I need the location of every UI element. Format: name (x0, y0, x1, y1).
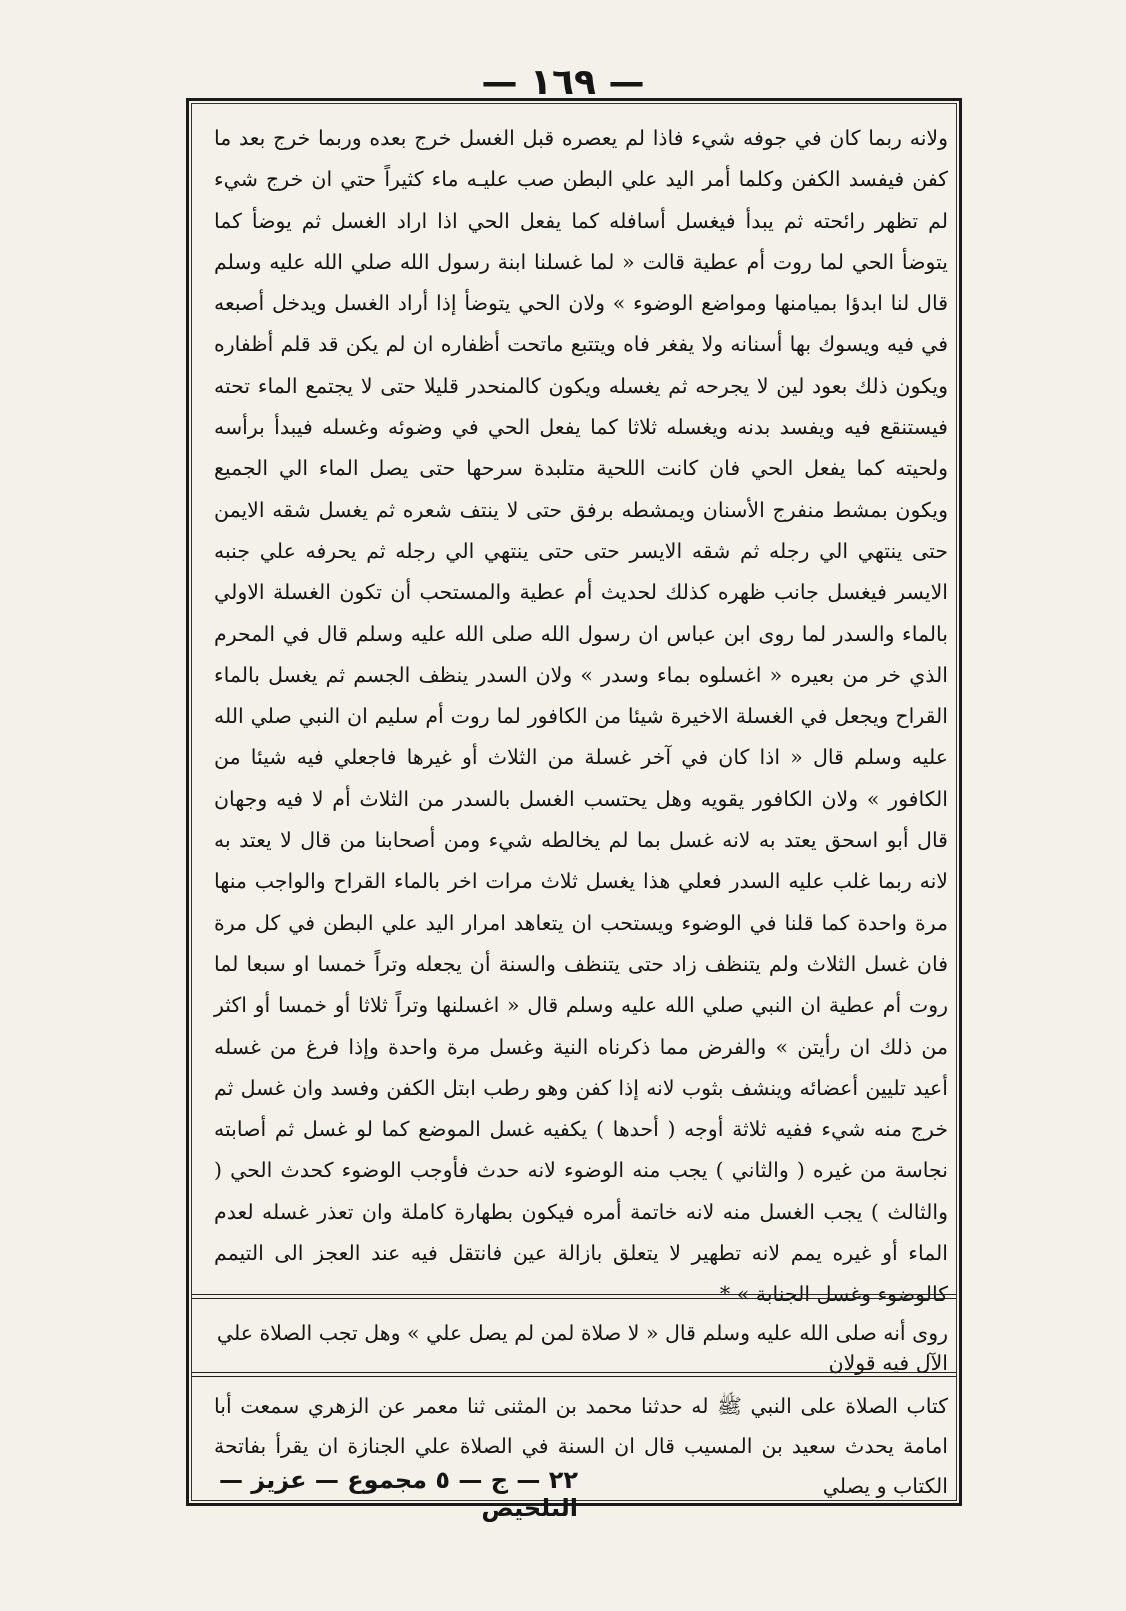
section-divider-double (192, 1298, 956, 1299)
footnote-line: روى أنه صلى الله عليه وسلم قال « لا صلاة لمن لم يصل علي » وهل تجب الصلاة علي الآل فيه قولان (216, 1321, 948, 1375)
footnote-divider-double (192, 1376, 956, 1377)
main-paragraph: ولانه ربما كان في جوفه شيء فاذا لم يعصره قبل الغسل خرج بعده وربما خرج بعد ما كفن فيفسد الكفن وكلما أمر اليد علي البطن صب عليـه ماء كثيراً حتي ان خرج شيء لم تظهر رائحته ثم يبدأ فيغسل أسافله كما يفعل الحي اذا اراد الغسل ثم يوضأ كما يتوضأ الحي لما روت أم عطية قالت « لما غسلنا ابنة رسول الله صلي الله عليه وسلم قال لنا ابدؤا بميامنها ومواضع الوضوء » ولان الحي يتوضأ إذا أراد الغسل ويدخل أصبعه في فيه ويسوك بها أسنانه ولا يفغر فاه ويتتبع ماتحت أظفاره ان لم يكن قد قلم أظفاره ويكون ذلك بعود لين لا يجرحه ثم يغسله ويكون كالمنحدر قليلا حتى لا يجتمع الماء تحته فيستنقع فيه ويفسد بدنه ويغسله ثلاثا كما يفعل الحي في وضوئه وغسله فيبدأ برأسه ولحيته كما يفعل الحي فان كانت اللحية متلبدة سرحها حتى يصل الماء الي الجميع ويكون بمشط منفرج الأسنان ويمشطه برفق حتى لا ينتف شعره ثم يغسل شقه الايمن حتى ينتهي الي رجله ثم شقه الايسر حتى حتى ينتهي الي رجله ثم يحرفه علي جنبه الايسر فيغسل جانب ظهره كذلك لحديث أم عطية والمستحب أن تكون الغسلة الاولي بالماء والسدر لما روى ابن عباس ان رسول الله صلى الله عليه وسلم قال في المحرم الذي خر من بعيره « اغسلوه بماء وسدر » ولان السدر ينظف الجسم ثم يغسل بالماء القراح ويجعل في الغسلة الاخيرة شيئا من الكافور لما روت أم سليم ان النبي صلي الله عليه وسلم قال « اذا كان في آخر غسلة من الثلاث أو غيرها فاجعلي فيه شيئا من الكافور » ولان الكافور يقويه وهل يحتسب الغسل بالسدر من الثلاث أم لا فيه وجهان قال أبو اسحق يعتد به لانه غسل بما لم يخالطه شيء ومن أصحابنا من قال لا يعتد به لانه ربما غلب عليه السدر فعلي هذا يغسل ثلاث مرات اخر بالماء القراح والواجب منها مرة واحدة كما قلنا في الوضوء ويستحب ان يتعاهد امرار اليد علي البطن في كل مرة فان غسل الثلاث ولم يتنظف زاد حتى يتنظف والسنة أن يجعله وتراً خمسا او سبعا لما روت أم عطية ان النبي صلي الله عليه وسلم قال « اغسلنها وتراً ثلاثا أو خمسا أو اكثر من ذلك ان رأيتن » والفرض مما ذكرناه النية وغسل مرة واحدة وإذا فرغ من غسله أعيد تليين أعضائه وينشف بثوب لانه إذا كفن وهو رطب ابتل الكفن وفسد وان غسل ثم خرج منه شيء ففيه ثلاثة أوجه ( أحدها ) يكفيه غسل الموضع كما لو غسل ثم أصابته نجاسة من غيره ( والثاني ) يجب منه الوضوء لانه حدث فأوجب الوضوء كحدث الحي ( والثالث ) يجب الغسل منه لانه خاتمة أمره فيكون بطهارة كاملة وان تعذر غسله لعدم الماء أو غيره يمم لانه تطهير لا يتعلق بازالة عين فانتقل فيه عند العجز الى التيمم كالوضوء وغسل الجنابة » * (214, 126, 948, 1307)
section-divider (192, 1294, 956, 1295)
signature-line: ٢٢ — ج — ٥ مجموع — عزيز — التلخيص (218, 1466, 578, 1522)
main-text-body (214, 118, 948, 1316)
footnote-divider (192, 1372, 956, 1373)
commentary-text: كتاب الصلاة على النبي ﷺ له حدثنا محمد بن المثنى ثنا معمر عن الزهري سمعت أبا امامة يحدث سعيد بن المسيب قال ان السنة في الصلاة علي الجنازة ان يقرأ بفاتحة الكتاب و يصلي (214, 1394, 948, 1498)
page-number: — ١٦٩ — (481, 62, 645, 103)
